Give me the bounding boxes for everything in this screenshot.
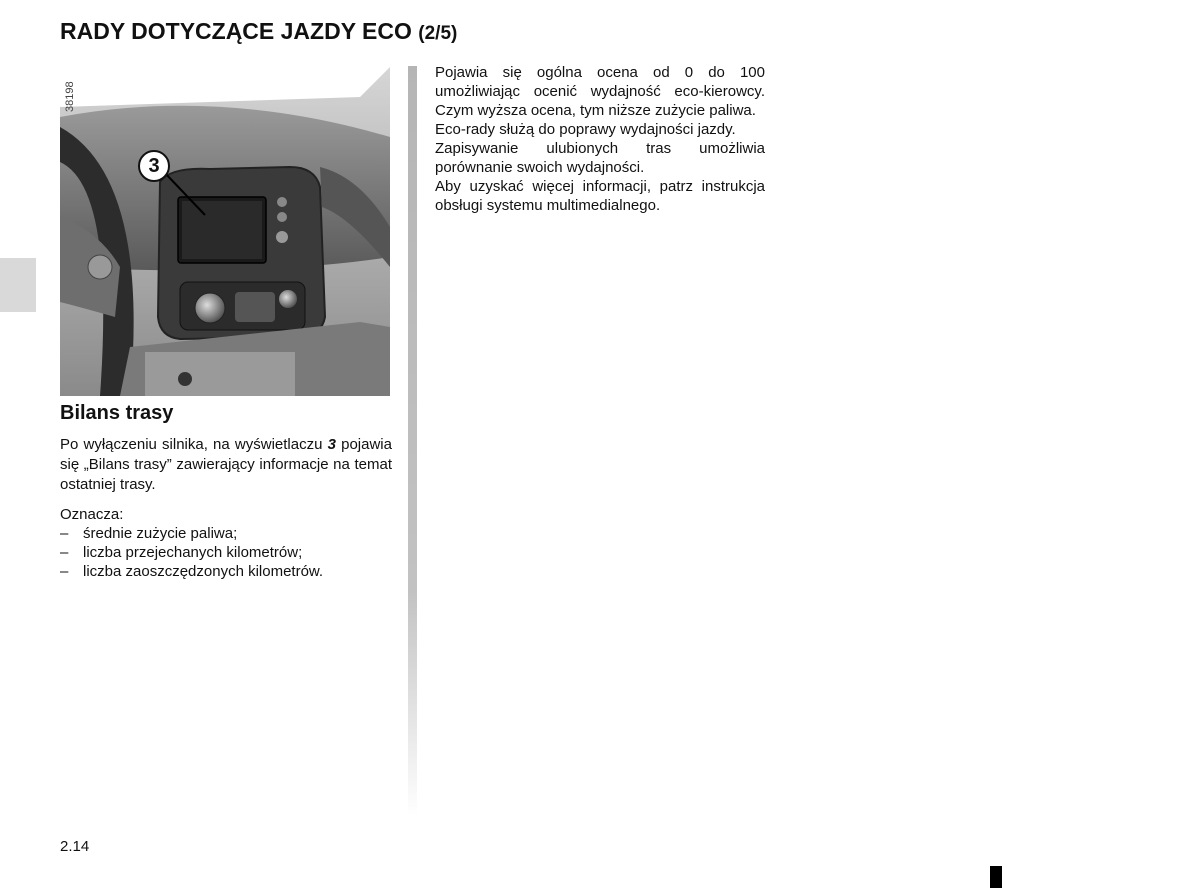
paragraph-eco-tips: Eco-rady służą do poprawy wydajności jazdy. xyxy=(435,121,736,138)
dash-bullet: – xyxy=(60,563,69,580)
dashboard-drawing xyxy=(60,67,390,396)
page-title xyxy=(60,18,457,45)
paragraph-favorite-routes: Zapisywanie ulubionych tras umożliwia porównanie swoich wydajności. xyxy=(435,140,765,176)
list-item-text: liczba przejechanych kilometrów; xyxy=(83,544,303,561)
list-intro: Oznacza: xyxy=(60,506,124,523)
dash-bullet: – xyxy=(60,544,69,561)
list-item xyxy=(60,562,392,581)
paragraph-more-info: Aby uzyskać więcej informacji, patrz instrukcja obsługi systemu multimedialnego. xyxy=(435,178,765,214)
section-heading: Bilans trasy xyxy=(60,402,174,424)
summary-list xyxy=(60,524,392,581)
column-divider xyxy=(408,66,417,816)
chapter-tab xyxy=(0,258,36,312)
list-item xyxy=(60,543,392,562)
callout-3: 3 xyxy=(138,150,170,182)
list-item-text: liczba zaoszczędzonych kilometrów. xyxy=(83,563,324,580)
left-column xyxy=(60,400,392,581)
paragraph-score: Pojawia się ogólna ocena od 0 do 100 umożliwiając ocenić wydajność eco-kierowcy. Czym wyższa ocena, tym niższe zużycie paliwa. xyxy=(435,64,765,119)
dash-bullet: – xyxy=(60,525,69,542)
list-item xyxy=(60,524,392,543)
page-title-text: RADY DOTYCZĄCE JAZDY ECO xyxy=(60,18,412,44)
right-column xyxy=(435,63,765,215)
intro-text-end: pojawia się „Bilans trasy” zawierający informacje na temat ostatniej trasy. xyxy=(60,436,392,493)
print-mark xyxy=(990,866,1002,888)
display-reference: 3 xyxy=(327,436,336,453)
intro-paragraph xyxy=(60,435,392,495)
dashboard-illustration xyxy=(60,67,390,396)
list-item-text: średnie zużycie paliwa; xyxy=(83,525,238,542)
intro-text-start: Po wyłączeniu silnika, na wyświetlaczu xyxy=(60,436,328,453)
page-number: 2.14 xyxy=(60,838,90,855)
page-title-part: (2/5) xyxy=(418,23,458,44)
figure-reference-number: 38198 xyxy=(64,81,76,112)
